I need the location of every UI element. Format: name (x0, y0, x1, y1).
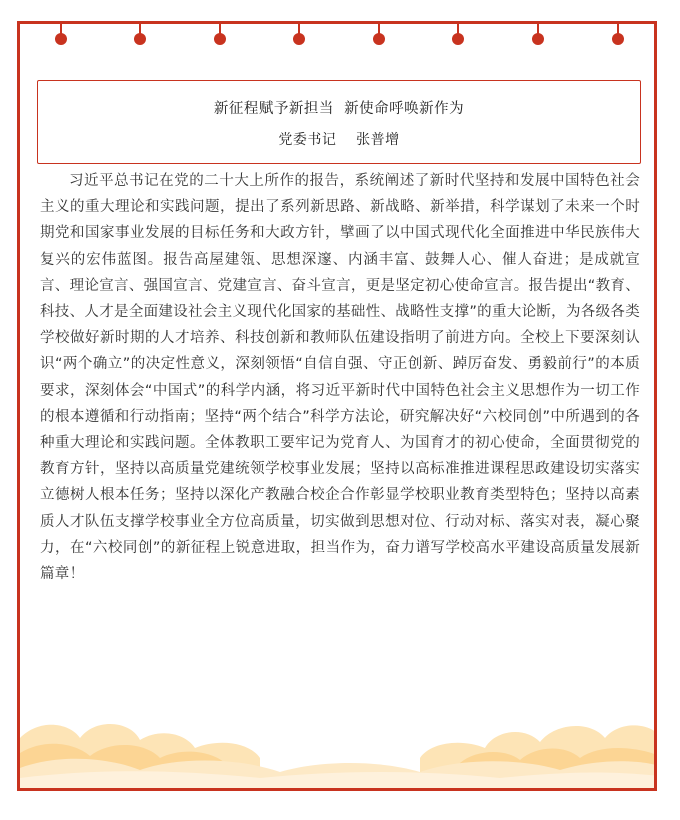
pin-icon (139, 24, 141, 34)
pin-icon (298, 24, 300, 34)
article-body: 习近平总书记在党的二十大上所作的报告，系统阐述了新时代坚持和发展中国特色社会主义的重大理论和实践问题，提出了系列新思路、新战略、新举措，科学谋划了未来一个时期党和国家事业发展的目标任务和大政方针，擘画了以中国式现代化全面推进中华民族伟大复兴的宏伟蓝图。报告高屋建瓴、思想深邃、内涵丰富、鼓舞人心、催人奋进；是成就宣言、理论宣言、强国宣言、党建宣言、奋斗宣言，更是坚定初心使命宣言。报告提出“教育、科技、人才是全面建设社会主义现代化国家的基础性、战略性支撑”的重大论断，为各级各类学校做好新时期的人才培养、科技创新和教师队伍建设指明了前进方向。全校上下要深刻认识“两个确立”的决定性意义，深刻领悟“自信自强、守正创新、踔厉奋发、勇毅前行”的本质要求，深刻体会“中国式”的科学内涵，将习近平新时代中国特色社会主义思想作为一切工作的根本遵循和行动指南；坚持“两个结合”科学方法论，研究解决好“六校同创”中所遇到的各种重大理论和实践问题。全体教职工要牢记为党育人、为国育才的初心使命，全面贯彻党的教育方针，坚持以高质量党建统领学校事业发展；坚持以高标准推进课程思政建设切实落实立德树人根本任务；坚持以深化产教融合校企合作彰显学校职业教育类型特色；坚持以高素质人才队伍支撑学校事业全方位高质量，切实做到思想对位、行动对标、落实对表，凝心聚力，在“六校同创”的新征程上锐意进取，担当作为，奋力谱写学校高水平建设高质量发展新篇章！ (40, 173, 640, 583)
binder-pins (20, 24, 657, 64)
pin-icon (378, 24, 380, 34)
article-title: 新征程赋予新担当 新使命呼唤新作为 (213, 101, 465, 117)
cloud-decoration (20, 698, 657, 788)
article-author: 党委书记 张普增 (278, 132, 400, 148)
title-box (37, 80, 641, 164)
pin-icon (617, 24, 619, 34)
pin-icon (457, 24, 459, 34)
pin-icon (219, 24, 221, 34)
pin-icon (60, 24, 62, 34)
pin-icon (537, 24, 539, 34)
